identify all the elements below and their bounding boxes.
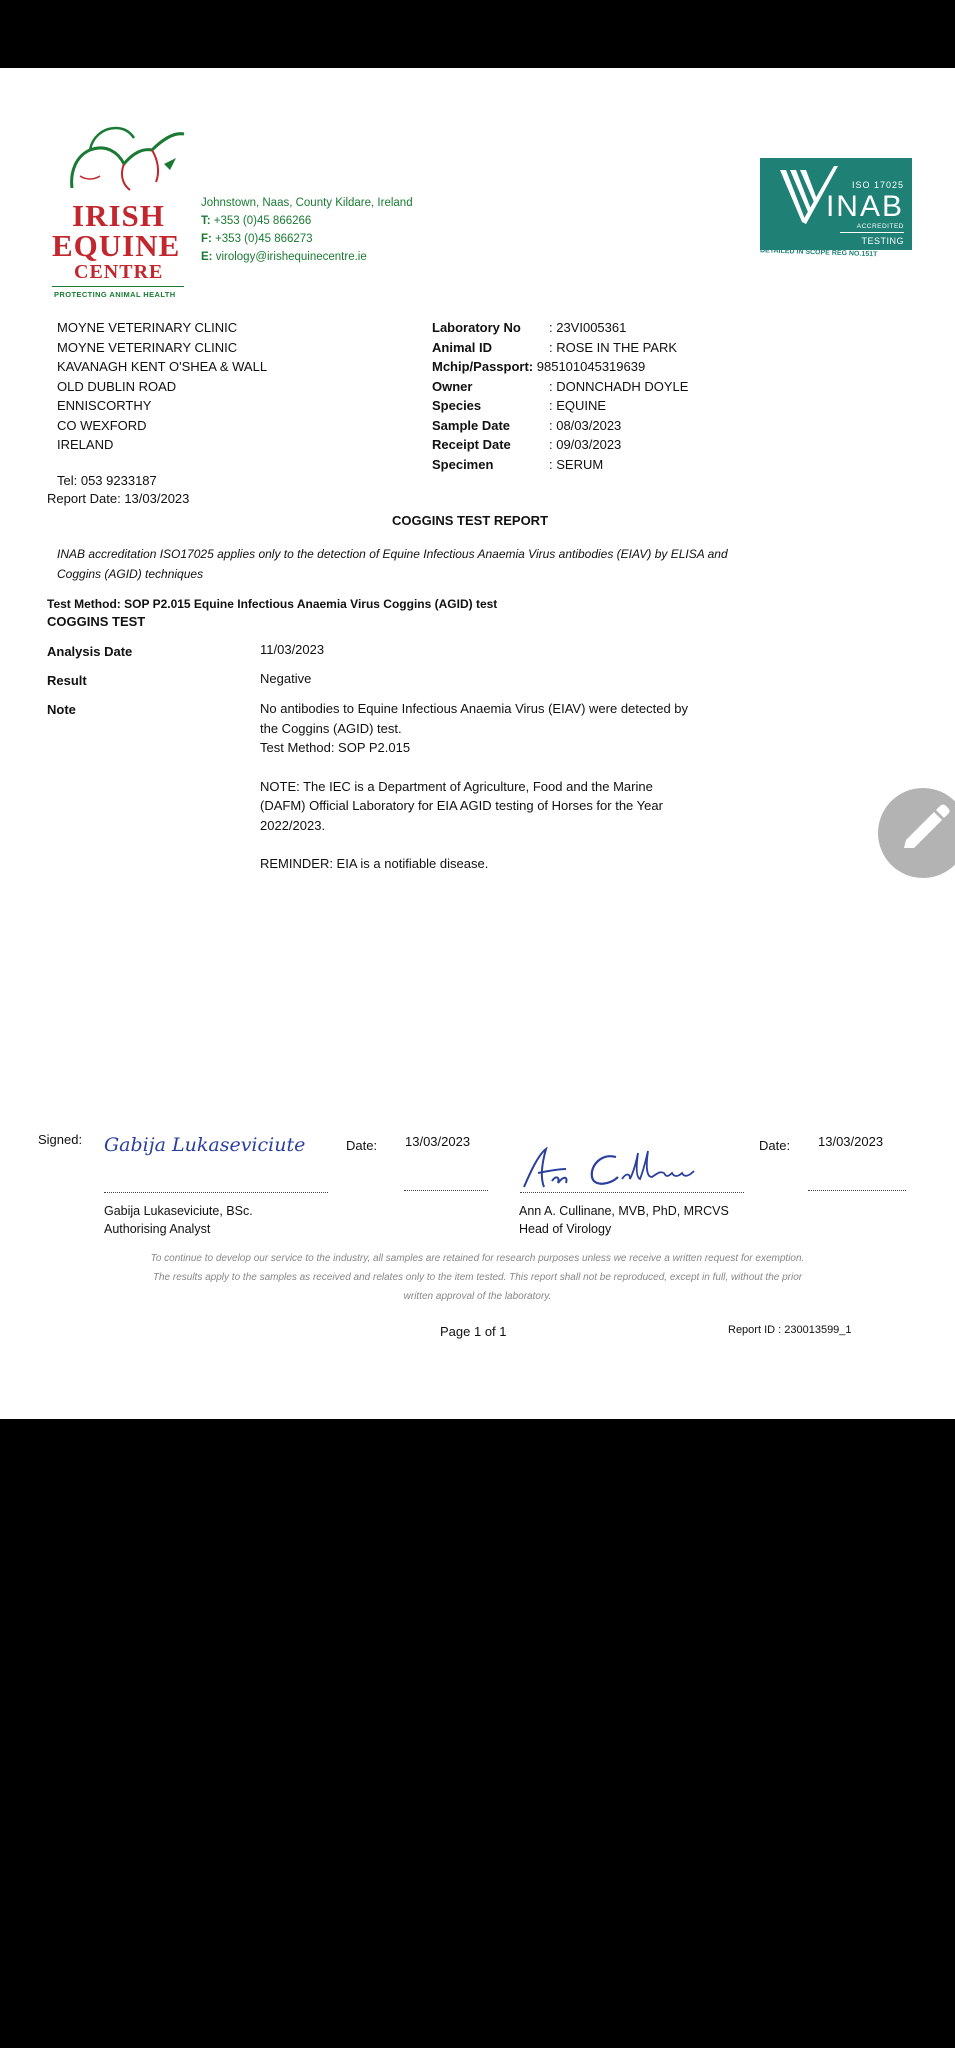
inab-badge-box: [760, 158, 912, 250]
report-date: Report Date: 13/03/2023: [47, 491, 190, 506]
section-title: COGGINS TEST: [47, 614, 146, 629]
analysis-date-label: Analysis Date: [47, 644, 133, 659]
pencil-edit-icon: [878, 788, 955, 878]
accreditation-line-2: Coggins (AGID) techniques: [57, 566, 204, 581]
signature-1: Gabija Lukaseviciute: [104, 1134, 306, 1156]
contact-tel-label: T:: [201, 215, 211, 227]
note-text: [260, 699, 688, 874]
sig1-date-label: Date:: [346, 1138, 378, 1153]
signer-1-name: Gabija Lukaseviciute, BSc.: [104, 1204, 253, 1218]
analysis-date-value: 11/03/2023: [260, 642, 325, 657]
recipient-line: OLD DUBLIN ROAD: [57, 378, 177, 394]
edit-button[interactable]: [878, 788, 955, 878]
signature-2-line: [520, 1192, 744, 1193]
inab-testing: TESTING: [861, 236, 904, 246]
sig2-date-label: Date:: [759, 1138, 791, 1153]
owner-label: Owner: [432, 378, 473, 394]
horse-logo-icon: [60, 120, 190, 200]
sample-date-value: : 08/03/2023: [549, 417, 622, 433]
recipient-tel: Tel: 053 9233187: [57, 473, 157, 488]
specimen-label: Specimen: [432, 456, 494, 472]
inab-divider: [840, 232, 904, 233]
report-id: Report ID : 230013599_1: [728, 1324, 852, 1336]
signed-label: Signed:: [38, 1132, 83, 1147]
sample-date-label: Sample Date: [432, 417, 511, 433]
contact-fax-label: F:: [201, 233, 212, 245]
signer-2-name: Ann A. Cullinane, MVB, PhD, MRCVS: [519, 1204, 729, 1218]
inab-scope: DETAILED IN SCOPE REG NO.151T: [759, 247, 878, 259]
note-line: No antibodies to Equine Infectious Anaemia Virus (EIAV) were detected by: [260, 701, 689, 716]
contact-fax: +353 (0)45 866273: [215, 233, 313, 245]
result-value: Negative: [260, 671, 312, 686]
lab-no-value: : 23VI005361: [549, 320, 627, 335]
note-label: Note: [47, 702, 76, 717]
accreditation-note: [57, 545, 728, 584]
logo-word-equine: EQUINE: [52, 228, 181, 263]
reminder-text: REMINDER: EIA is a notifiable disease.: [260, 856, 489, 871]
page-number: Page 1 of 1: [440, 1324, 507, 1339]
result-label: Result: [47, 673, 87, 688]
logo-word-irish: IRISH: [72, 198, 165, 233]
recipient-line: MOYNE VETERINARY CLINIC: [57, 339, 238, 355]
contact-email-label: E:: [201, 251, 213, 263]
specimen-value: : SERUM: [549, 456, 604, 472]
recipient-line: CO WEXFORD: [57, 417, 147, 433]
disclaimer-line-3: written approval of the laboratory.: [403, 1291, 552, 1302]
dafm-note-line: 2022/2023.: [260, 817, 326, 833]
recipient-line: IRELAND: [57, 437, 114, 452]
test-method-text: Test Method: SOP P2.015 Equine Infectious Anaemia Virus Coggins (AGID) test: [47, 597, 498, 611]
sig2-date-line: [808, 1190, 906, 1191]
inab-accredited: ACCREDITED: [856, 223, 904, 230]
dafm-note-line: NOTE: The IEC is a Department of Agriculture, Food and the Marine: [260, 778, 653, 794]
note-line: the Coggins (AGID) test.: [260, 720, 402, 736]
contact-email: virology@irishequinecentre.ie: [215, 251, 367, 263]
report-title: COGGINS TEST REPORT: [392, 513, 549, 528]
owner-value: : DONNCHADH DOYLE: [549, 378, 689, 394]
species-label: Species: [432, 398, 482, 413]
animal-id-label: Animal ID: [432, 339, 492, 355]
inab-iso: ISO 17025: [851, 180, 904, 190]
contact-block: [201, 194, 413, 266]
disclaimer-line-1: To continue to develop our service to the industry, all samples are retained for research purposes unless we receive a written request for exemption.: [150, 1253, 805, 1264]
signer-2-role: Head of Virology: [519, 1222, 612, 1236]
animal-id-value: : ROSE IN THE PARK: [549, 339, 678, 355]
mchip-label: Mchip/Passport:: [432, 359, 534, 374]
signature-2: [518, 1143, 718, 1193]
sample-info: [432, 318, 688, 474]
sig1-date-value: 13/03/2023: [405, 1134, 471, 1149]
accreditation-line-1: INAB accreditation ISO17025 applies only to the detection of Equine Infectious Anaemia Virus antibodies (EIAV) by ELISA and: [57, 547, 728, 561]
inab-badge: [760, 158, 912, 258]
disclaimer: [60, 1249, 895, 1306]
recipient-address: [57, 318, 267, 455]
contact-tel: +353 (0)45 866266: [213, 215, 312, 227]
logo-tagline: PROTECTING ANIMAL HEALTH: [54, 290, 176, 299]
irish-equine-centre-logo: [52, 120, 192, 300]
logo-word-centre: CENTRE: [74, 261, 164, 283]
mchip-value: 985101045319639: [536, 359, 646, 374]
note-line: Test Method: SOP P2.015: [260, 740, 411, 755]
test-method: [47, 595, 497, 613]
disclaimer-line-2: The results apply to the samples as received and relates only to the item tested. This report shall not be reproduced, except in full, without the prior: [152, 1272, 803, 1283]
recipient-line: MOYNE VETERINARY CLINIC: [57, 320, 238, 335]
sig1-date-line: [404, 1190, 488, 1191]
dafm-note-line: (DAFM) Official Laboratory for EIA AGID testing of Horses for the Year: [260, 798, 663, 813]
species-value: : EQUINE: [549, 398, 607, 413]
recipient-line: KAVANAGH KENT O'SHEA & WALL: [57, 359, 268, 374]
inab-name: INAB: [825, 190, 904, 223]
lab-no-label: Laboratory No: [432, 320, 521, 335]
logo-rule: [52, 286, 184, 287]
receipt-date-value: : 09/03/2023: [549, 437, 622, 452]
signer-1: [104, 1202, 253, 1238]
report-page: [0, 68, 955, 1419]
recipient-line: ENNISCORTHY: [57, 398, 152, 413]
signer-1-role: Authorising Analyst: [104, 1222, 211, 1236]
signer-2: [519, 1202, 729, 1238]
sig2-date-value: 13/03/2023: [818, 1134, 884, 1149]
receipt-date-label: Receipt Date: [432, 437, 511, 452]
contact-address: Johnstown, Naas, County Kildare, Ireland: [201, 197, 413, 209]
signature-1-line: [104, 1192, 328, 1193]
